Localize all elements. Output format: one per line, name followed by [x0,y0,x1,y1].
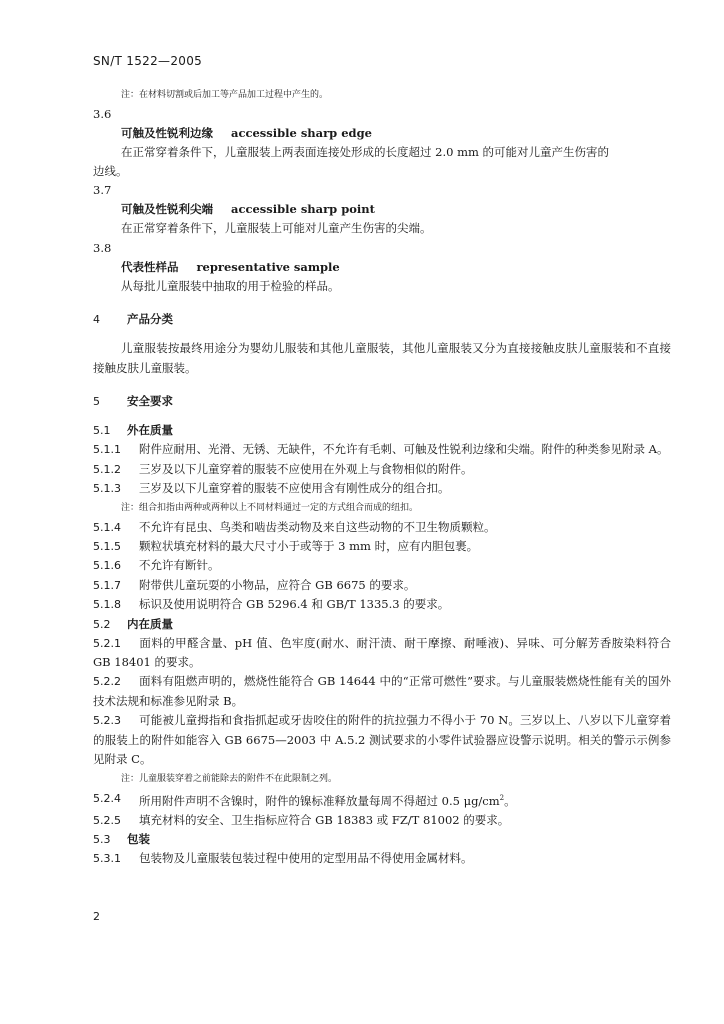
note-5-2-3: 注：儿童服装穿着之前能除去的附件不在此限制之列。 [121,773,338,784]
section-title: 产品分类 [127,311,173,326]
section-title: 安全要求 [127,394,173,409]
subsection-title: 内在质量 [127,616,173,631]
clause-5-1-4: 5.1.4 不允许有昆虫、鸟类和啮齿类动物及来自这些动物的不卫生物质颗粒。 [93,519,496,534]
clause-5-1-3: 5.1.3 三岁及以下儿童穿着的服装不应使用含有刚性成分的组合扣。 [93,481,450,496]
subsection-5-3-heading [93,830,671,849]
subsection-number: 5.3 [93,833,111,847]
term-cn: 代表性样品 [121,259,179,274]
term-cn: 可触及性锐利边缘 [121,126,213,140]
clause-5-2-1: 5.2.1 面料的甲醛含量、pH 值、色牢度(耐水、耐汗渍、耐干摩擦、耐唾液)、异味、可分解芳香胺染料符合 GB 18401 的要求。 [93,635,671,670]
clause-5-3-1: 5.3.1 包装物及儿童服装包装过程中使用的定型用品不得使用金属材料。 [93,851,473,866]
term-en: representative sample [196,259,340,274]
term-en: accessible sharp edge [231,126,372,140]
clause-5-2-3: 5.2.3 可能被儿童拇指和食指抓起或牙齿咬住的附件的抗拉强力不得小于 70 N。三岁以上、八岁以下儿童穿着的服装上的附件如能容入 GB 6675—2003 中 A.5.2 测试要求的小零件试验器应设警示说明。相关的警示示例参见附录 C。 [93,713,671,767]
term-title-3-7 [93,200,671,219]
term-definition-3-6-cont: 边线。 [93,164,128,179]
term-title-3-8 [93,258,671,277]
term-number-3-8: 3.8 [93,240,112,255]
subsection-title: 外在质量 [127,423,173,438]
term-definition-3-8: 从每批儿童服装中抽取的用于检验的样品。 [121,278,340,293]
subsection-title: 包装 [127,832,150,847]
clause-5-1-5: 5.1.5 颗粒状填充材料的最大尺寸小于或等于 3 mm 时，应有内胆包裹。 [93,539,479,554]
term-definition-3-6: 在正常穿着条件下，儿童服装上两表面连接处形成的长度超过 2.0 mm 的可能对儿童产生伤害的 [121,145,610,159]
subsection-number: 5.1 [93,424,111,438]
page-number: 2 [93,910,100,923]
clause-5-1-1: 5.1.1 附件应耐用、光滑、无锈、无缺件，不允许有毛刺、可触及性锐利边缘和尖端。附件的种类参见附录 A。 [93,442,669,457]
note-5-1-3: 注：组合扣指由两种或两种以上不同材料通过一定的方式组合而成的纽扣。 [121,502,419,513]
clause-5-1-7: 5.1.7 附带供儿童玩耍的小物品，应符合 GB 6675 的要求。 [93,577,416,592]
standard-code-header: SN/T 1522—2005 [93,54,203,68]
term-title-3-6 [93,124,671,143]
clause-5-2-4: 5.2.4 所用附件声明不含镍时，附件的镍标准释放量每周不得超过 0.5 $\mu g/cm^2$。 [93,791,516,808]
section-4-text: 儿童服装按最终用途分为婴幼儿服装和其他儿童服装，其他儿童服装又分为直接接触皮肤儿童服装和不直接接触皮肤儿童服装。 [93,340,671,375]
section-5-heading [93,392,671,411]
clause-5-2-5: 5.2.5 填充材料的安全、卫生指标应符合 GB 18383 或 FZ/T 81002 的要求。 [93,812,510,827]
section-number: 5 [93,395,100,409]
clause-5-1-8: 5.1.8 标识及使用说明符合 GB 5296.4 和 GB/T 1335.3 的要求。 [93,597,450,612]
term-number-3-7: 3.7 [93,183,112,198]
subsection-5-1-heading [93,421,671,440]
term-cn: 可触及性锐利尖端 [121,202,213,217]
clause-5-2-2: 5.2.2 面料有阻燃声明的，燃烧性能符合 GB 14644 中的“正常可燃性”要求。与儿童服装燃烧性能有关的国外技术法规和标准参见附录 B。 [93,674,671,708]
section-number: 4 [93,312,100,326]
subsection-number: 5.2 [93,617,111,631]
note-top: 注：在材料切割或后加工等产品加工过程中产生的。 [121,90,329,100]
clause-5-1-2: 5.1.2 三岁及以下儿童穿着的服装不应使用在外观上与食物相似的附件。 [93,461,473,476]
clause-5-1-6: 5.1.6 不允许有断针。 [93,558,220,573]
term-en: accessible sharp point [231,202,375,217]
subsection-5-2-heading [93,615,671,634]
section-4-heading [93,310,671,329]
document-body [93,86,671,869]
term-number-3-6: 3.6 [93,107,112,121]
term-definition-3-7: 在正常穿着条件下，儿童服装上可能对儿童产生伤害的尖端。 [121,221,432,236]
